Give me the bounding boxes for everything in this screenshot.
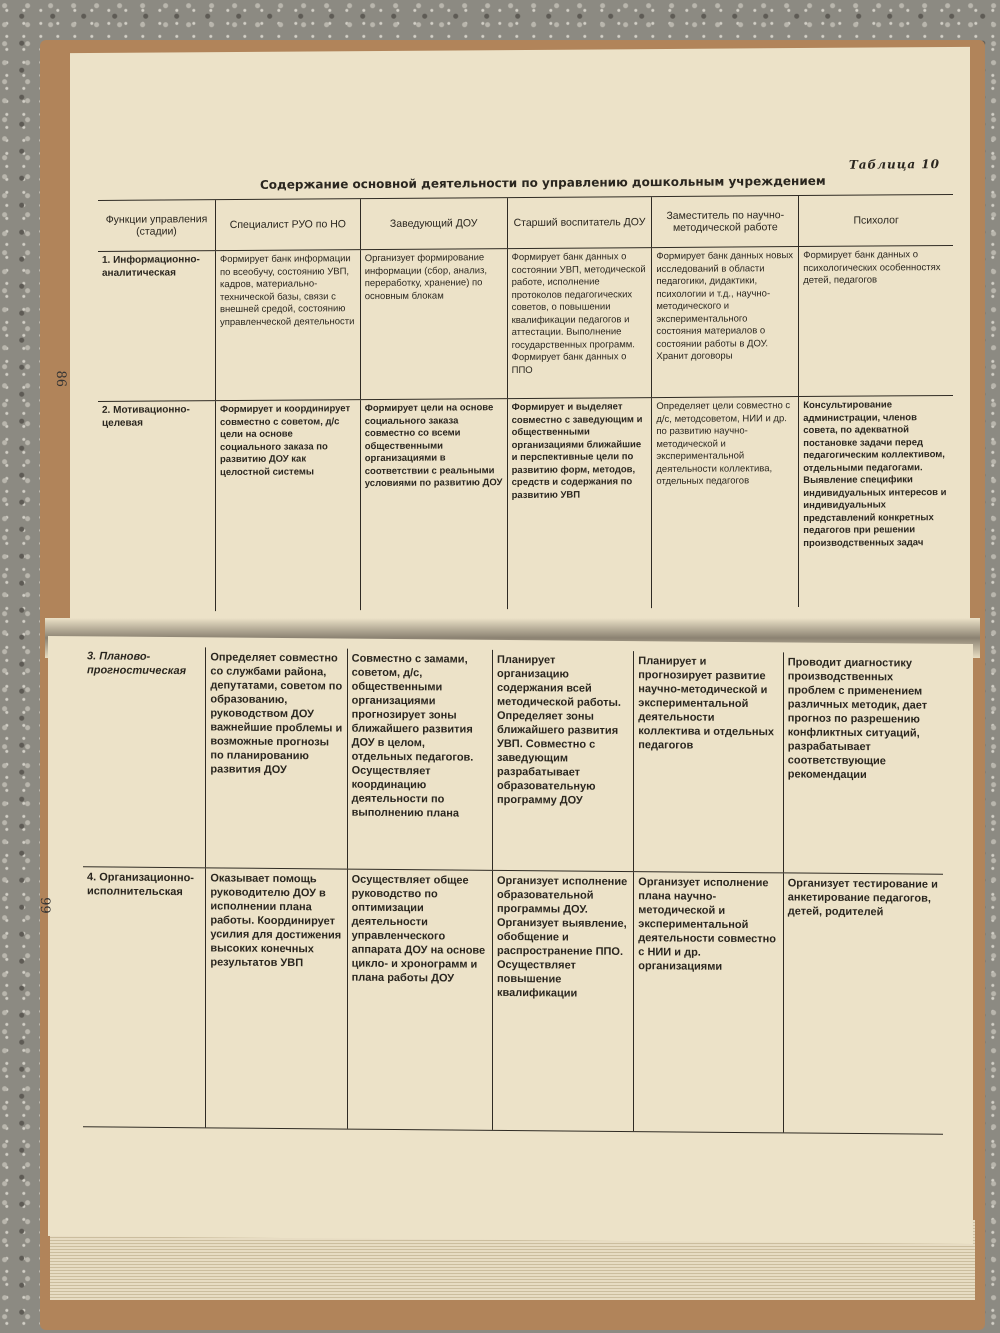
- table-cell: Организует формирование информации (сбор, анализ, переработку, хранение) по основным блокам: [360, 249, 507, 400]
- header-head: Заведующий ДОУ: [360, 198, 507, 250]
- bottom-page: [36, 636, 973, 1244]
- table-row: [83, 646, 943, 874]
- table-row: [98, 395, 953, 611]
- stage-cell: 3. Планово-прогностическая: [83, 646, 206, 867]
- stage-cell: 2. Мотивационно-целевая: [102, 404, 190, 429]
- header-ruo-specialist: Специалист РУО по НО: [215, 199, 360, 251]
- page-number-top: 86: [52, 370, 68, 388]
- management-table-top: [98, 194, 953, 611]
- table-cell: Определяет цели совместно с д/с, методсоветом, НИИ и др. по развитию научно-методической и экспериментальной деятельности коллектива, отдельных педагогов: [652, 397, 799, 608]
- table-cell: Определяет совместно со службами района, депутатами, советом по образованию, руководством ДОУ важнейшие проблемы и возможные прогнозы по планированию развития ДОУ: [206, 647, 347, 868]
- table-header-row: [98, 194, 953, 251]
- table-cell: Формирует и выделяет совместно с заведующим и общественными организациями ближайшие и перспективные цели по развитию форм, методов, средств и содержания по развитию УВП: [507, 398, 652, 609]
- table-cell: Формирует банк данных о состоянии УВП, методической работе, исполнение протоколов педагогических советов, о повышении квалификации педагогов и аттестации. Выполнение государственных программ. Формирует банк данных о ППО: [507, 248, 652, 399]
- table-cell: Проводит диагностику производственных проблем с применением различных методик, дает прогноз по разрешению конфликтных ситуаций, разрабатывает соответствующие рекомендации: [783, 652, 943, 873]
- table-cell: Формирует банк информации по всеобучу, состоянию УВП, кадров, материально-технической базы, связи с внешней средой, состоянию управленческой деятельности: [215, 250, 360, 401]
- table-cell: Консультирование администрации, членов совета, по адекватной постановке задачи перед педагогическим коллективом, отдельными педагогами. Выявление специфики индивидуальных интересов и индивидуальных представлений конкретных педагогов при решении производственных задач: [799, 395, 953, 606]
- table-cell: Организует тестирование и анкетирование педагогов, детей, родителей: [783, 872, 943, 1133]
- table-row: [83, 866, 943, 1134]
- table-label: Таблица 10: [848, 157, 940, 172]
- table-cell: Формирует цели на основе социального заказа совместно со всеми общественными организациями в соответствии с реальными условиями по развитию ДОУ: [360, 399, 507, 610]
- stage-cell: 1. Информационно-аналитическая: [98, 251, 215, 402]
- table-cell: Формирует и координирует совместно с советом, д/с цели на основе социального заказа по развитию ДОУ как целостной системы: [215, 400, 360, 611]
- table-cell: Организует исполнение образовательной программы ДОУ. Организует выявление, обобщение и распространение ППО. Осуществляет повышение квалификации: [493, 870, 634, 1131]
- header-functions: Функции управления (стадии): [98, 200, 215, 252]
- management-table-bottom: [83, 646, 943, 1134]
- header-deputy: Заместитель по научно-методической работе: [652, 196, 799, 248]
- table-cell: Планирует организацию содержания всей методической работы. Определяет зоны ближайшего развития УВП. Совместно с заведующим разрабатывает образовательную программу ДОУ: [493, 650, 634, 871]
- table-title: Содержание основной деятельности по управлению дошкольным учреждением: [260, 173, 826, 192]
- table-cell: Формирует банк данных новых исследований в области педагогики, дидактики, психологии и т.д., научно-методического и экспериментального состояния материалов о состоянии работы в ДОУ. Хранит договоры: [652, 247, 799, 398]
- stage-cell: 4. Организационно-исполнительская: [83, 866, 206, 1127]
- table-row: [98, 245, 953, 401]
- header-psychologist: Психолог: [799, 194, 953, 246]
- table-cell: Планирует и прогнозирует развитие научно-методической и экспериментальной деятельности коллектива и отдельных педагогов: [634, 651, 783, 872]
- header-senior-educator: Старший воспитатель ДОУ: [507, 197, 652, 249]
- table-cell: Организует исполнение плана научно-методической и экспериментальной деятельности совместно с НИИ и др. организациями: [634, 871, 783, 1132]
- table-cell: Оказывает помощь руководителю ДОУ в исполнении плана работы. Координирует усилия для достижения высоких конечных результатов УВП: [206, 867, 347, 1128]
- top-page: [52, 47, 970, 633]
- page-number-bottom: 99: [36, 897, 52, 914]
- table-cell: Формирует банк данных о психологических особенностях детей, педагогов: [799, 245, 953, 396]
- table-cell: Осуществляет общее руководство по оптимизации деятельности управленческого аппарата ДОУ на основе цикло- и хронограмм и плана работы ДОУ: [347, 869, 492, 1130]
- table-cell: Совместно с замами, советом, д/с, общественными организациями прогнозирует зоны ближайшего развития ДОУ в целом, отдельных педагогов. Осуществляет координацию деятельности по выполнению плана: [347, 649, 492, 870]
